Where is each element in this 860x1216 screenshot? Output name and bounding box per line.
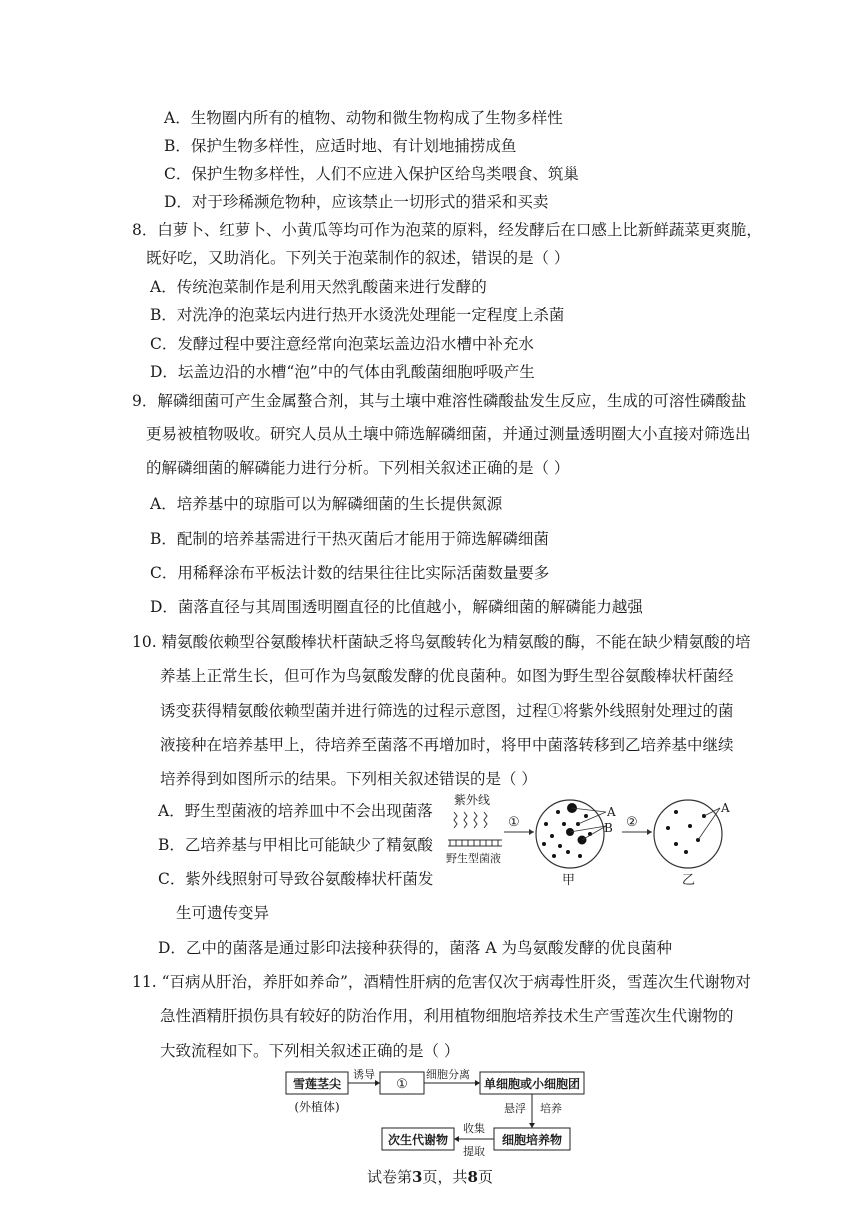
q7-option-b: B．保护生物多样性，应适时地、有计划地捕捞成鱼 [164,137,517,155]
q10-option-c-line2: 生可遗传变异 [176,904,270,922]
step2-label: ② [626,815,638,830]
q8-option-b: B．对洗净的泡菜坛内进行热开水烫洗处理能一定程度上杀菌 [150,306,565,324]
flow-arrow-extract-bottom: 提取 [463,1145,485,1156]
uv-rays-icon [454,812,487,828]
label-a-jia: A [607,805,616,819]
q8-option-d: D．坛盖边沿的水槽“泡”中的气体由乳酸菌细胞呼吸产生 [150,363,535,381]
flow-box-step1-label: ① [396,1077,408,1092]
label-b-jia: B [604,821,613,835]
q10-stem-line4: 液接种在培养基甲上，待培养至菌落不再增加时，将甲中菌落转移到乙培养基中继续 [160,736,734,754]
footer-prefix: 试卷第 [367,1168,413,1186]
step1-label: ① [508,815,520,830]
flow-box-cells-label: 单细胞或小细胞团 [483,1077,581,1091]
footer-total-pages: 8 [467,1168,478,1186]
flow-box-explant-note: (外植体) [294,1100,340,1114]
q9-option-d: D．菌落直径与其周围透明圈直径的比值越小，解磷细菌的解磷能力越强 [150,598,643,616]
q8-stem-line2: 既好吃，又助消化。下列关于泡菜制作的叙述，错误的是（ ） [146,249,570,267]
q9-stem-line1: 9．解磷细菌可产生金属螯合剂，其与土壤中难溶性磷酸盐发生反应，生成的可溶性磷酸盐 [132,392,747,410]
flow-arrow-induce-label: 诱导 [353,1068,375,1081]
q9-stem-line3: 的解磷细菌的解磷能力进行分析。下列相关叙述正确的是（ ） [146,459,570,477]
q10-option-d: D．乙中的菌落是通过影印法接种获得的，菌落 A 为鸟氨酸发酵的优良菌种 [158,939,672,957]
q10-option-b: B．乙培养基与甲相比可能缺少了精氨酸 [158,836,433,854]
plate-yi [654,800,722,868]
plate-yi-label: 乙 [682,873,696,888]
flow-box-culture-label: 细胞培养物 [501,1133,563,1147]
q7-option-c: C．保护生物多样性，人们不应进入保护区给鸟类喂食、筑巢 [164,165,579,183]
q10-stem-line1: 10. 精氨酸依赖型谷氨酸棒状杆菌缺乏将鸟氨酸转化为精氨酸的酶，不能在缺少精氨酸的培 [132,633,751,651]
flow-box-explant-label: 雪莲茎尖 [292,1077,342,1091]
footer-page-number: 3 [412,1168,423,1186]
q9-option-a: A．培养基中的琼脂可以为解磷细菌的生长提供氮源 [150,495,503,513]
q7-option-a: A．生物圈内所有的植物、动物和微生物构成了生物多样性 [164,109,563,127]
q10-option-a: A．野生型菌液的培养皿中不会出现菌落 [158,802,433,820]
plate-jia-label: 甲 [562,873,576,888]
flow-arrow-culture-left: 悬浮 [504,1102,526,1115]
secondary-metabolite-flowchart [282,1066,602,1156]
footer-suffix: 页 [477,1168,493,1186]
q8-option-c: C．发酵过程中要注意经常向泡菜坛盖边沿水槽中补充水 [150,335,534,353]
page-footer [0,1166,860,1187]
label-a-yi: A [721,801,730,815]
q8-option-a: A．传统泡菜制作是利用天然乳酸菌来进行发酵的 [150,278,487,296]
flow-arrow-extract-top: 收集 [463,1122,485,1135]
q10-stem-line5: 培养得到如图所示的结果。下列相关叙述错误的是（ ） [160,770,537,788]
mutant-screening-figure [440,790,740,890]
wild-type-label: 野生型菌液 [446,852,501,865]
uv-label: 紫外线 [454,793,491,807]
q10-stem-line2: 养基上正常生长，但可作为鸟氨酸发酵的优良菌种。如图为野生型谷氨酸棒状杆菌经 [160,667,734,685]
q10-stem-line3: 诱变获得精氨酸依赖型菌并进行筛选的过程示意图，过程①将紫外线照射处理过的菌 [160,702,734,720]
q9-option-c: C．用稀释涂布平板法计数的结果往往比实际活菌数量要多 [150,564,550,582]
flow-arrow-separate-label: 细胞分离 [426,1068,470,1081]
flow-box-metabolite-label: 次生代谢物 [387,1133,449,1147]
footer-middle: 页，共 [422,1168,468,1186]
q11-stem-line2: 急性酒精肝损伤具有较好的防治作用，利用植物细胞培养技术生产雪莲次生代谢物的 [160,1007,734,1025]
q10-option-c-line1: C．紫外线照射可导致谷氨酸棒状杆菌发 [158,870,434,888]
q7-option-d: D．对于珍稀濒危物种，应该禁止一切形式的猎采和买卖 [164,193,549,211]
culture-liquid-icon [448,840,502,846]
q11-stem-line3: 大致流程如下。下列相关叙述正确的是（ ） [160,1042,460,1060]
q8-stem-line1: 8．白萝卜、红萝卜、小黄瓜等均可作为泡菜的原料，经发酵后在口感上比新鲜蔬菜更爽脆， [132,221,762,239]
q11-stem-line1: 11. “百病从肝治，养肝如养命”，酒精性肝病的危害仅次于病毒性肝炎，雪莲次生代谢物对 [132,973,751,991]
flow-arrow-culture-right: 培养 [540,1102,562,1115]
q9-stem-line2: 更易被植物吸收。研究人员从土壤中筛选解磷细菌，并通过测量透明圈大小直接对筛选出 [146,425,751,443]
q9-option-b: B．配制的培养基需进行干热灭菌后才能用于筛选解磷细菌 [150,530,549,548]
